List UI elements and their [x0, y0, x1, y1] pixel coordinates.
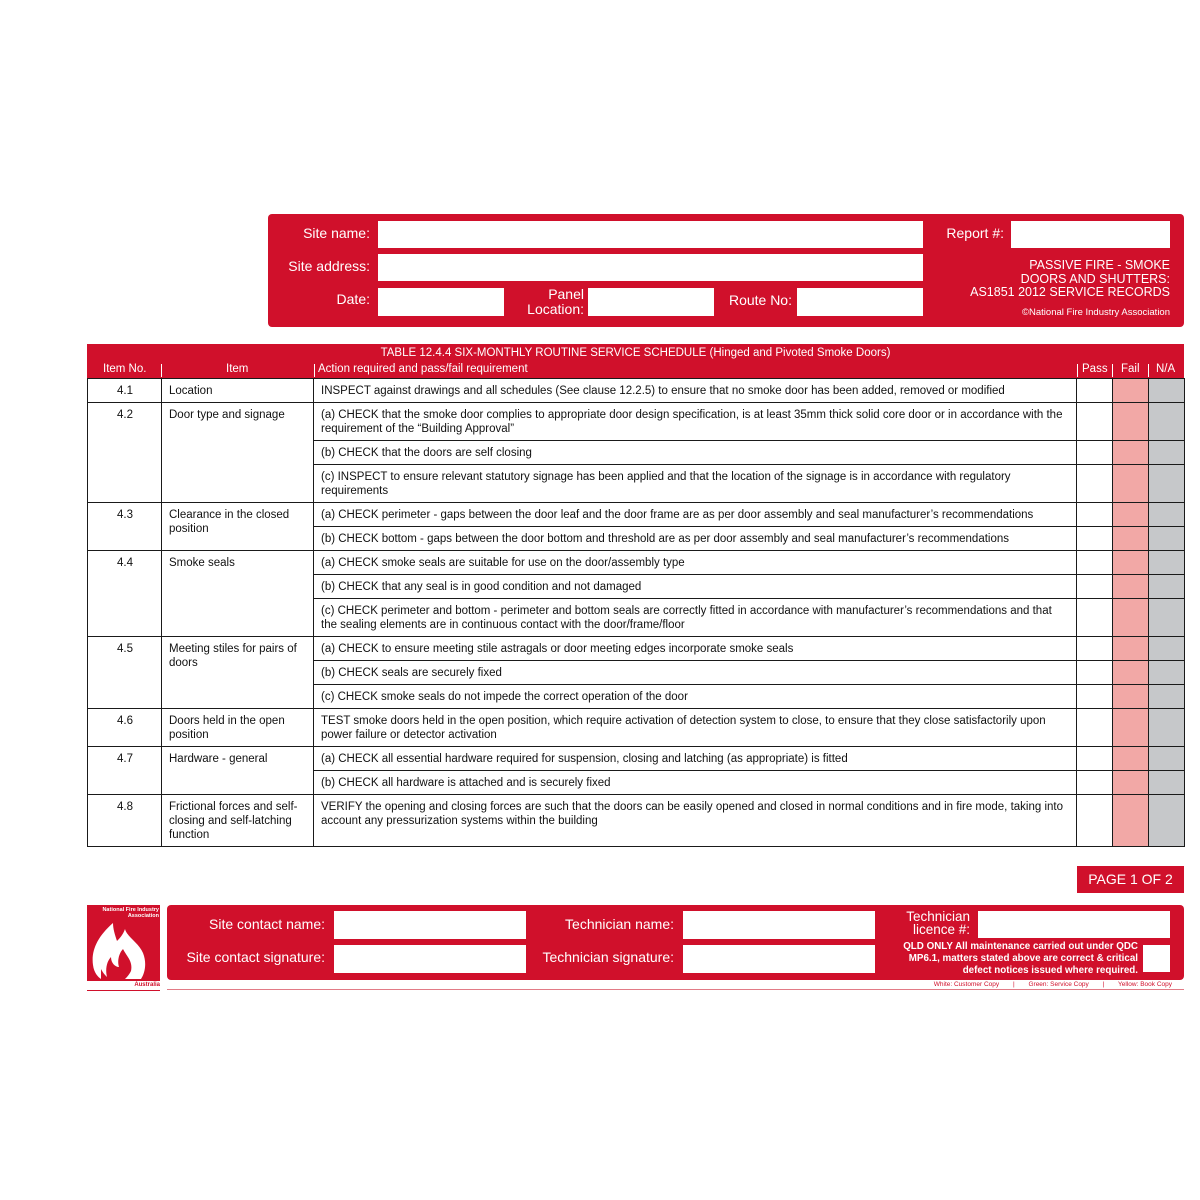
- site-name-field[interactable]: [378, 221, 923, 248]
- col-header-item-no: Item No.: [103, 363, 147, 375]
- na-checkbox[interactable]: [1149, 403, 1185, 441]
- na-checkbox[interactable]: [1149, 527, 1185, 551]
- header-panel: [268, 214, 1184, 327]
- action-requirement: (c) INSPECT to ensure relevant statutory signage has been applied and that the location of the signage is in accordance with regulatory requirements: [314, 465, 1077, 503]
- pass-checkbox[interactable]: [1077, 709, 1113, 747]
- action-requirement: (a) CHECK that the smoke door complies to appropriate door design specification, is at least 35mm thick solid core door or in accordance with the requirement of the “Building Approval”: [314, 403, 1077, 441]
- fail-checkbox[interactable]: [1113, 441, 1149, 465]
- service-schedule-table: [87, 344, 1184, 847]
- action-requirement: (c) CHECK smoke seals do not impede the correct operation of the door: [314, 685, 1077, 709]
- fail-checkbox[interactable]: [1113, 527, 1149, 551]
- signoff-panel: [167, 905, 1184, 980]
- qld-compliance-checkbox[interactable]: [1143, 945, 1170, 972]
- action-requirement: (a) CHECK to ensure meeting stile astragals or door meeting edges incorporate smoke seals: [314, 637, 1077, 661]
- col-header-na: N/A: [1156, 363, 1176, 375]
- form-title-line2: DOORS AND SHUTTERS:: [1020, 271, 1170, 286]
- action-requirement: (a) CHECK perimeter - gaps between the door leaf and the door frame are as per door assembly and seal manufacturer’s recommendations: [314, 503, 1077, 527]
- fail-checkbox[interactable]: [1113, 575, 1149, 599]
- item-number: 4.3: [88, 503, 162, 551]
- fail-checkbox[interactable]: [1113, 685, 1149, 709]
- table-caption: TABLE 12.4.4 SIX-MONTHLY ROUTINE SERVICE SCHEDULE (Hinged and Pivoted Smoke Doors): [380, 347, 891, 359]
- item-name: Meeting stiles for pairs of doors: [162, 637, 314, 709]
- item-number: 4.8: [88, 795, 162, 847]
- flame-icon: [87, 905, 160, 981]
- action-requirement: (b) CHECK that any seal is in good condition and not damaged: [314, 575, 1077, 599]
- header-divider: [1148, 364, 1149, 377]
- table-row: [88, 379, 1185, 403]
- panel-location-label-line1: Panel: [548, 286, 584, 302]
- item-name: Frictional forces and self-closing and self-latching function: [162, 795, 314, 847]
- pass-checkbox[interactable]: [1077, 747, 1113, 771]
- technician-signature-field[interactable]: [683, 945, 875, 973]
- copy-distribution-line: [167, 980, 1184, 990]
- table-row: [88, 637, 1185, 661]
- copy-yellow: Yellow: Book Copy: [1118, 981, 1172, 988]
- fail-checkbox[interactable]: [1113, 637, 1149, 661]
- item-name: Smoke seals: [162, 551, 314, 637]
- site-contact-signature-label: Site contact signature:: [186, 949, 325, 965]
- site-address-label: Site address:: [288, 258, 370, 274]
- table-row: [88, 709, 1185, 747]
- pass-checkbox[interactable]: [1077, 685, 1113, 709]
- table-row: [88, 795, 1185, 847]
- item-name: Door type and signage: [162, 403, 314, 503]
- col-header-action: Action required and pass/fail requirement: [318, 363, 528, 375]
- item-name: Location: [162, 379, 314, 403]
- fail-checkbox[interactable]: [1113, 403, 1149, 441]
- na-checkbox[interactable]: [1149, 771, 1185, 795]
- fail-checkbox[interactable]: [1113, 747, 1149, 771]
- site-contact-name-field[interactable]: [334, 911, 526, 939]
- copy-separator: |: [1012, 981, 1015, 988]
- qld-compliance-note: QLD ONLY All maintenance carried out under QDC MP6.1, matters stated above are correct & critical defect notices issued where required.: [903, 941, 1138, 976]
- action-requirement: (b) CHECK seals are securely fixed: [314, 661, 1077, 685]
- col-header-fail: Fail: [1121, 363, 1140, 375]
- report-number-label: Report #:: [946, 225, 1004, 241]
- schedule-grid: [87, 378, 1185, 847]
- report-number-field[interactable]: [1011, 221, 1170, 248]
- action-requirement: (b) CHECK that the doors are self closing: [314, 441, 1077, 465]
- pass-checkbox[interactable]: [1077, 771, 1113, 795]
- item-name: Hardware - general: [162, 747, 314, 795]
- item-name: Clearance in the closed position: [162, 503, 314, 551]
- technician-licence-label-line1: Technician: [906, 909, 970, 924]
- na-checkbox[interactable]: [1149, 685, 1185, 709]
- item-number: 4.7: [88, 747, 162, 795]
- action-requirement: INSPECT against drawings and all schedules (See clause 12.2.5) to ensure that no smoke door has been added, removed or modified: [314, 379, 1077, 403]
- pass-checkbox[interactable]: [1077, 403, 1113, 441]
- action-requirement: (a) CHECK smoke seals are suitable for use on the door/assembly type: [314, 551, 1077, 575]
- copy-white: White: Customer Copy: [933, 981, 1000, 988]
- item-name: Doors held in the open position: [162, 709, 314, 747]
- na-checkbox[interactable]: [1149, 709, 1185, 747]
- table-row: [88, 551, 1185, 575]
- technician-signature-label: Technician signature:: [542, 949, 674, 965]
- na-checkbox[interactable]: [1149, 747, 1185, 771]
- logo-country: Australia: [87, 981, 160, 991]
- pass-checkbox[interactable]: [1077, 503, 1113, 527]
- pass-checkbox[interactable]: [1077, 465, 1113, 503]
- table-row: [88, 403, 1185, 441]
- fail-checkbox[interactable]: [1113, 379, 1149, 403]
- page-indicator: PAGE 1 OF 2: [1077, 866, 1184, 893]
- action-requirement: VERIFY the opening and closing forces are such that the doors can be easily opened and closed in normal conditions and in fire mode, taking into account any pressurization systems within the building: [314, 795, 1077, 847]
- panel-location-field[interactable]: [588, 288, 714, 316]
- panel-location-label-line2: Location:: [527, 301, 584, 317]
- pass-checkbox[interactable]: [1077, 795, 1113, 847]
- item-number: 4.6: [88, 709, 162, 747]
- na-checkbox[interactable]: [1149, 637, 1185, 661]
- item-number: 4.5: [88, 637, 162, 709]
- fail-checkbox[interactable]: [1113, 599, 1149, 637]
- fail-checkbox[interactable]: [1113, 709, 1149, 747]
- copy-separator: |: [1102, 981, 1105, 988]
- fail-checkbox[interactable]: [1113, 465, 1149, 503]
- pass-checkbox[interactable]: [1077, 661, 1113, 685]
- table-row: [88, 503, 1185, 527]
- site-contact-name-label: Site contact name:: [209, 916, 325, 932]
- pass-checkbox[interactable]: [1077, 599, 1113, 637]
- logo-org-name: National Fire Industry Association: [102, 907, 159, 919]
- pass-checkbox[interactable]: [1077, 379, 1113, 403]
- na-checkbox[interactable]: [1149, 599, 1185, 637]
- na-checkbox[interactable]: [1149, 661, 1185, 685]
- col-header-pass: Pass: [1082, 363, 1108, 375]
- na-checkbox[interactable]: [1149, 575, 1185, 599]
- pass-checkbox[interactable]: [1077, 441, 1113, 465]
- action-requirement: (c) CHECK perimeter and bottom - perimeter and bottom seals are correctly fitted in accordance with manufacturer’s recommendations and that the sealing elements are in continuous contact with the door/frame/floor: [314, 599, 1077, 637]
- site-name-label: Site name:: [303, 225, 370, 241]
- na-checkbox[interactable]: [1149, 503, 1185, 527]
- table-header: [87, 344, 1184, 378]
- action-requirement: (b) CHECK bottom - gaps between the door bottom and threshold are as per door assembly and seal manufacturer’s recommendations: [314, 527, 1077, 551]
- form-title-line3: AS1851 2012 SERVICE RECORDS: [970, 285, 1170, 299]
- technician-licence-label: [887, 910, 970, 936]
- date-label: Date:: [336, 291, 370, 307]
- item-number: 4.4: [88, 551, 162, 637]
- na-checkbox[interactable]: [1149, 551, 1185, 575]
- fail-checkbox[interactable]: [1113, 771, 1149, 795]
- fail-checkbox[interactable]: [1113, 795, 1149, 847]
- header-divider: [314, 364, 315, 377]
- technician-name-field[interactable]: [683, 911, 875, 939]
- site-contact-signature-field[interactable]: [334, 945, 526, 973]
- na-checkbox[interactable]: [1149, 441, 1185, 465]
- copyright-text: ©National Fire Industry Association: [1022, 307, 1170, 318]
- na-checkbox[interactable]: [1149, 465, 1185, 503]
- table-row: [88, 747, 1185, 771]
- pass-checkbox[interactable]: [1077, 551, 1113, 575]
- copy-green: Green: Service Copy: [1028, 981, 1089, 988]
- action-requirement: (b) CHECK all hardware is attached and is securely fixed: [314, 771, 1077, 795]
- action-requirement: (a) CHECK all essential hardware required for suspension, closing and latching (as appropriate) is fitted: [314, 747, 1077, 771]
- item-number: 4.1: [88, 379, 162, 403]
- site-address-field[interactable]: [378, 254, 923, 281]
- technician-licence-label-line2: licence #:: [912, 922, 970, 937]
- pass-checkbox[interactable]: [1077, 637, 1113, 661]
- date-field[interactable]: [378, 288, 504, 316]
- nfia-logo: [87, 905, 160, 981]
- panel-location-label: [508, 287, 584, 317]
- action-requirement: TEST smoke doors held in the open position, which require activation of detection system to close, to ensure that they close satisfactorily upon power failure or detector activation: [314, 709, 1077, 747]
- route-no-label: Route No:: [728, 292, 792, 308]
- form-title-line1: PASSIVE FIRE - SMOKE: [1029, 258, 1170, 272]
- fail-checkbox[interactable]: [1113, 551, 1149, 575]
- fail-checkbox[interactable]: [1113, 503, 1149, 527]
- na-checkbox[interactable]: [1149, 795, 1185, 847]
- header-divider: [161, 364, 162, 377]
- pass-checkbox[interactable]: [1077, 575, 1113, 599]
- form-title: [970, 259, 1170, 300]
- header-divider: [1112, 364, 1113, 377]
- fail-checkbox[interactable]: [1113, 661, 1149, 685]
- item-number: 4.2: [88, 403, 162, 503]
- route-no-field[interactable]: [797, 288, 923, 316]
- pass-checkbox[interactable]: [1077, 527, 1113, 551]
- technician-licence-field[interactable]: [978, 911, 1170, 938]
- na-checkbox[interactable]: [1149, 379, 1185, 403]
- header-divider: [1077, 364, 1078, 377]
- technician-name-label: Technician name:: [565, 916, 674, 932]
- col-header-item: Item: [226, 363, 249, 375]
